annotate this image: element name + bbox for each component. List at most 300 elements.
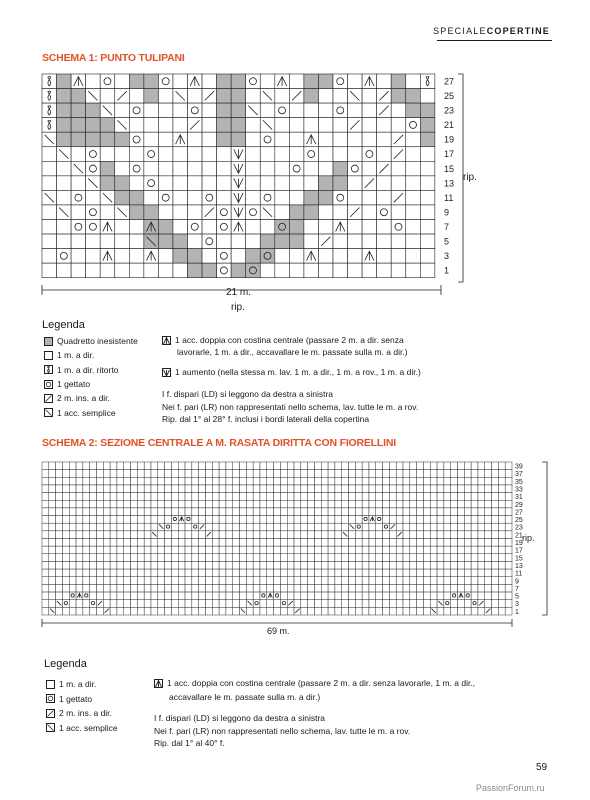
grid-cell — [348, 161, 363, 176]
grid-cell — [362, 592, 369, 600]
grid-cell — [423, 477, 430, 485]
grid-cell — [205, 607, 212, 615]
gray-cell — [246, 263, 261, 278]
grid-cell — [192, 561, 199, 569]
grid-cell — [76, 516, 83, 524]
grid-cell — [410, 554, 417, 562]
grid-cell — [49, 462, 56, 470]
grid-cell — [144, 477, 151, 485]
grid-cell — [253, 554, 260, 562]
grid-cell — [471, 554, 478, 562]
grid-cell — [349, 607, 356, 615]
gray-cell — [71, 103, 86, 118]
legend2-title: Legenda — [44, 658, 87, 670]
grid-cell — [274, 485, 281, 493]
grid-cell — [165, 600, 172, 608]
grid-cell — [396, 493, 403, 501]
grid-cell — [226, 584, 233, 592]
grid-cell — [185, 592, 192, 600]
grid-cell — [226, 569, 233, 577]
grid-cell — [137, 577, 144, 585]
grid-cell — [131, 607, 138, 615]
grid-cell — [304, 147, 319, 162]
grid-cell — [304, 220, 319, 235]
grid-cell — [115, 147, 130, 162]
grid-cell — [451, 600, 458, 608]
grid-cell — [96, 531, 103, 539]
grid-cell — [301, 493, 308, 501]
grid-cell — [362, 539, 369, 547]
grid-cell — [158, 539, 165, 547]
grid-cell — [233, 561, 240, 569]
grid-cell — [69, 554, 76, 562]
grid-cell — [396, 584, 403, 592]
schema1-row-number: 17 — [444, 149, 455, 160]
grid-cell — [444, 508, 451, 516]
gray-cell — [86, 103, 101, 118]
grid-cell — [478, 523, 485, 531]
grid-cell — [103, 577, 110, 585]
grid-cell — [165, 569, 172, 577]
grid-cell — [69, 523, 76, 531]
grid-cell — [178, 546, 185, 554]
schema2-row-number: 11 — [515, 570, 523, 578]
grid-cell — [308, 516, 315, 524]
grid-cell — [304, 263, 319, 278]
grid-cell — [376, 516, 383, 524]
grid-cell — [267, 523, 274, 531]
grid-cell — [56, 485, 63, 493]
grid-cell — [151, 569, 158, 577]
grid-cell — [301, 539, 308, 547]
grid-cell — [333, 249, 348, 264]
grid-cell — [423, 584, 430, 592]
grid-cell — [90, 470, 97, 478]
grid-cell — [389, 561, 396, 569]
grid-cell — [110, 508, 117, 516]
grid-cell — [165, 508, 172, 516]
gray-cell — [231, 132, 246, 147]
grid-cell — [314, 561, 321, 569]
grid-cell — [185, 493, 192, 501]
grid-cell — [301, 516, 308, 524]
grid-cell — [369, 485, 376, 493]
grid-cell — [318, 147, 333, 162]
grid-cell — [342, 523, 349, 531]
grid-cell — [437, 462, 444, 470]
grid-cell — [115, 74, 130, 89]
grid-cell — [260, 584, 267, 592]
grid-cell — [171, 523, 178, 531]
grid-cell — [151, 554, 158, 562]
grid-cell — [212, 554, 219, 562]
grid-cell — [458, 546, 465, 554]
grid-cell — [301, 500, 308, 508]
grid-cell — [233, 462, 240, 470]
grid-cell — [188, 147, 203, 162]
gray-cell — [231, 118, 246, 133]
grid-cell — [289, 147, 304, 162]
grid-cell — [430, 508, 437, 516]
grid-cell — [396, 592, 403, 600]
grid-cell — [410, 539, 417, 547]
grid-cell — [253, 569, 260, 577]
grid-cell — [423, 531, 430, 539]
grid-cell — [192, 569, 199, 577]
grid-cell — [219, 592, 226, 600]
grid-cell — [129, 132, 144, 147]
grid-cell — [335, 561, 342, 569]
grid-cell — [240, 523, 247, 531]
grid-cell — [226, 554, 233, 562]
grid-cell — [110, 554, 117, 562]
gray-cell — [406, 89, 421, 104]
grid-cell — [240, 516, 247, 524]
grid-cell — [62, 500, 69, 508]
grid-cell — [301, 470, 308, 478]
grid-cell — [280, 607, 287, 615]
grid-cell — [117, 500, 124, 508]
grid-cell — [144, 554, 151, 562]
grid-cell — [42, 161, 57, 176]
grid-cell — [260, 161, 275, 176]
grid-cell — [253, 577, 260, 585]
grid-cell — [86, 74, 101, 89]
grid-cell — [240, 584, 247, 592]
grid-cell — [308, 584, 315, 592]
grid-cell — [391, 118, 406, 133]
grid-cell — [260, 607, 267, 615]
grid-cell — [275, 161, 290, 176]
grid-cell — [333, 132, 348, 147]
grid-cell — [464, 584, 471, 592]
grid-cell — [49, 546, 56, 554]
grid-cell — [304, 176, 319, 191]
grid-cell — [362, 234, 377, 249]
grid-cell — [131, 500, 138, 508]
grid-cell — [289, 132, 304, 147]
grid-cell — [246, 161, 261, 176]
grid-cell — [137, 531, 144, 539]
grid-cell — [253, 600, 260, 608]
grid-cell — [117, 577, 124, 585]
grid-cell — [294, 600, 301, 608]
schema1-row-number: 19 — [444, 134, 455, 145]
gray-cell — [333, 161, 348, 176]
schema1-rip-label: rip. — [463, 172, 477, 183]
grid-cell — [335, 493, 342, 501]
grid-cell — [349, 539, 356, 547]
grid-cell — [144, 263, 159, 278]
grid-cell — [260, 561, 267, 569]
grid-cell — [199, 561, 206, 569]
grid-cell — [171, 561, 178, 569]
grid-cell — [217, 190, 232, 205]
grid-cell — [308, 531, 315, 539]
grid-cell — [90, 539, 97, 547]
grid-cell — [124, 592, 131, 600]
schema1-chart — [42, 74, 435, 278]
grid-cell — [171, 539, 178, 547]
grid-cell — [76, 477, 83, 485]
grid-cell — [355, 485, 362, 493]
grid-cell — [403, 516, 410, 524]
grid-cell — [492, 523, 499, 531]
grid-cell — [144, 607, 151, 615]
grid-cell — [458, 569, 465, 577]
grid-cell — [362, 485, 369, 493]
grid-cell — [165, 584, 172, 592]
grid-cell — [406, 161, 421, 176]
grid-cell — [505, 477, 512, 485]
grid-cell — [124, 607, 131, 615]
grid-cell — [383, 569, 390, 577]
gray-cell — [71, 132, 86, 147]
grid-cell — [110, 493, 117, 501]
grid-cell — [348, 74, 363, 89]
grid-cell — [56, 577, 63, 585]
grid-cell — [219, 569, 226, 577]
grid-cell — [420, 190, 435, 205]
grid-cell — [90, 561, 97, 569]
grid-cell — [328, 477, 335, 485]
grid-cell — [117, 539, 124, 547]
grid-cell — [301, 561, 308, 569]
grid-cell — [185, 531, 192, 539]
grid-cell — [260, 554, 267, 562]
grid-cell — [333, 205, 348, 220]
grid-cell — [342, 500, 349, 508]
grid-cell — [62, 462, 69, 470]
grid-cell — [287, 577, 294, 585]
schema2-row-number: 27 — [515, 509, 523, 517]
grid-cell — [333, 74, 348, 89]
grid-cell — [492, 592, 499, 600]
grid-cell — [110, 569, 117, 577]
grid-cell — [110, 577, 117, 585]
legend-item-label: 1 gettato — [57, 379, 91, 390]
grid-cell — [464, 523, 471, 531]
grid-cell — [253, 531, 260, 539]
grid-cell — [294, 500, 301, 508]
grid-cell — [396, 569, 403, 577]
grid-cell — [478, 569, 485, 577]
grid-cell — [137, 569, 144, 577]
grid-cell — [71, 176, 86, 191]
grid-cell — [355, 500, 362, 508]
grid-cell — [444, 516, 451, 524]
grid-cell — [151, 607, 158, 615]
grid-cell — [178, 539, 185, 547]
grid-cell — [42, 485, 49, 493]
grid-cell — [314, 477, 321, 485]
grid-cell — [56, 470, 63, 478]
grid-cell — [498, 470, 505, 478]
grid-cell — [199, 508, 206, 516]
grid-cell — [253, 592, 260, 600]
grid-cell — [301, 485, 308, 493]
grid-cell — [403, 607, 410, 615]
grid-cell — [274, 508, 281, 516]
grid-cell — [275, 263, 290, 278]
grid-cell — [96, 569, 103, 577]
grid-cell — [423, 485, 430, 493]
grid-cell — [362, 462, 369, 470]
grid-cell — [294, 485, 301, 493]
grid-cell — [420, 234, 435, 249]
grid-cell — [417, 485, 424, 493]
grid-cell — [396, 485, 403, 493]
grid-cell — [335, 470, 342, 478]
grid-cell — [430, 592, 437, 600]
grid-cell — [458, 508, 465, 516]
grid-cell — [233, 493, 240, 501]
grid-cell — [406, 176, 421, 191]
grid-cell — [137, 470, 144, 478]
grid-cell — [308, 470, 315, 478]
grid-cell — [275, 103, 290, 118]
grid-cell — [383, 462, 390, 470]
grid-cell — [376, 508, 383, 516]
grid-cell — [205, 554, 212, 562]
grid-cell — [267, 462, 274, 470]
grid-cell — [383, 539, 390, 547]
grid-cell — [129, 147, 144, 162]
grid-cell — [49, 592, 56, 600]
grid-cell — [124, 493, 131, 501]
grid-cell — [280, 592, 287, 600]
grid-cell — [335, 592, 342, 600]
grid-cell — [110, 584, 117, 592]
grid-cell — [275, 89, 290, 104]
grid-cell — [83, 592, 90, 600]
grid-cell — [471, 470, 478, 478]
grid-cell — [219, 546, 226, 554]
grid-cell — [287, 584, 294, 592]
grid-cell — [410, 600, 417, 608]
grid-cell — [202, 234, 217, 249]
grid-cell — [144, 516, 151, 524]
grid-cell — [410, 462, 417, 470]
grid-cell — [90, 531, 97, 539]
schema2-row-number: 35 — [515, 478, 523, 486]
grid-cell — [403, 500, 410, 508]
grid-cell — [158, 161, 173, 176]
grid-cell — [355, 584, 362, 592]
grid-cell — [355, 600, 362, 608]
grid-cell — [233, 600, 240, 608]
grid-cell — [42, 531, 49, 539]
grid-cell — [437, 485, 444, 493]
grid-cell — [90, 546, 97, 554]
twisted-knit-icon — [44, 365, 53, 374]
grid-cell — [158, 500, 165, 508]
grid-cell — [417, 600, 424, 608]
legend2-note2: Nei f. pari (LR) non rappresentati nello schema, lav. tutte le m. a rov. — [154, 725, 411, 736]
grid-cell — [103, 554, 110, 562]
grid-cell — [86, 205, 101, 220]
grid-cell — [464, 477, 471, 485]
grid-cell — [240, 485, 247, 493]
grid-cell — [42, 470, 49, 478]
grid-cell — [342, 508, 349, 516]
grid-cell — [158, 516, 165, 524]
grid-cell — [56, 554, 63, 562]
grid-cell — [129, 220, 144, 235]
grid-cell — [389, 462, 396, 470]
grid-cell — [349, 569, 356, 577]
grid-cell — [314, 531, 321, 539]
grid-cell — [274, 477, 281, 485]
grid-cell — [437, 607, 444, 615]
grid-cell — [458, 500, 465, 508]
grid-cell — [417, 500, 424, 508]
grid-cell — [333, 234, 348, 249]
grid-cell — [253, 584, 260, 592]
grid-cell — [42, 477, 49, 485]
grid-cell — [492, 500, 499, 508]
gray-cell — [129, 205, 144, 220]
grid-cell — [498, 485, 505, 493]
grid-cell — [410, 546, 417, 554]
grid-cell — [56, 493, 63, 501]
grid-cell — [57, 249, 72, 264]
grid-cell — [233, 607, 240, 615]
grid-cell — [57, 176, 72, 191]
grid-cell — [188, 220, 203, 235]
grid-cell — [275, 132, 290, 147]
grid-cell — [406, 74, 421, 89]
grid-cell — [377, 220, 392, 235]
grid-cell — [287, 607, 294, 615]
grid-cell — [478, 470, 485, 478]
grid-cell — [342, 569, 349, 577]
grid-cell — [492, 485, 499, 493]
grid-cell — [226, 531, 233, 539]
grid-cell — [246, 577, 253, 585]
grid-cell — [383, 470, 390, 478]
schema2-row-number: 37 — [515, 471, 523, 479]
grid-cell — [57, 220, 72, 235]
grid-cell — [321, 554, 328, 562]
grid-cell — [444, 531, 451, 539]
grid-cell — [451, 546, 458, 554]
grid-cell — [314, 607, 321, 615]
grid-cell — [212, 500, 219, 508]
grid-cell — [464, 569, 471, 577]
grid-cell — [83, 470, 90, 478]
schema2-row-number: 39 — [515, 463, 523, 471]
grid-cell — [42, 118, 57, 133]
schema2-row-number: 7 — [515, 585, 519, 593]
grid-cell — [69, 607, 76, 615]
grid-cell — [231, 234, 246, 249]
grid-cell — [437, 477, 444, 485]
grid-cell — [355, 546, 362, 554]
grid-cell — [158, 470, 165, 478]
grid-cell — [294, 546, 301, 554]
grid-cell — [90, 523, 97, 531]
grid-cell — [103, 500, 110, 508]
grid-cell — [202, 132, 217, 147]
grid-cell — [391, 161, 406, 176]
legend1-double-decrease — [162, 334, 408, 359]
grid-cell — [430, 554, 437, 562]
grid-cell — [451, 477, 458, 485]
grid-cell — [62, 546, 69, 554]
grid-cell — [49, 531, 56, 539]
grid-cell — [83, 539, 90, 547]
